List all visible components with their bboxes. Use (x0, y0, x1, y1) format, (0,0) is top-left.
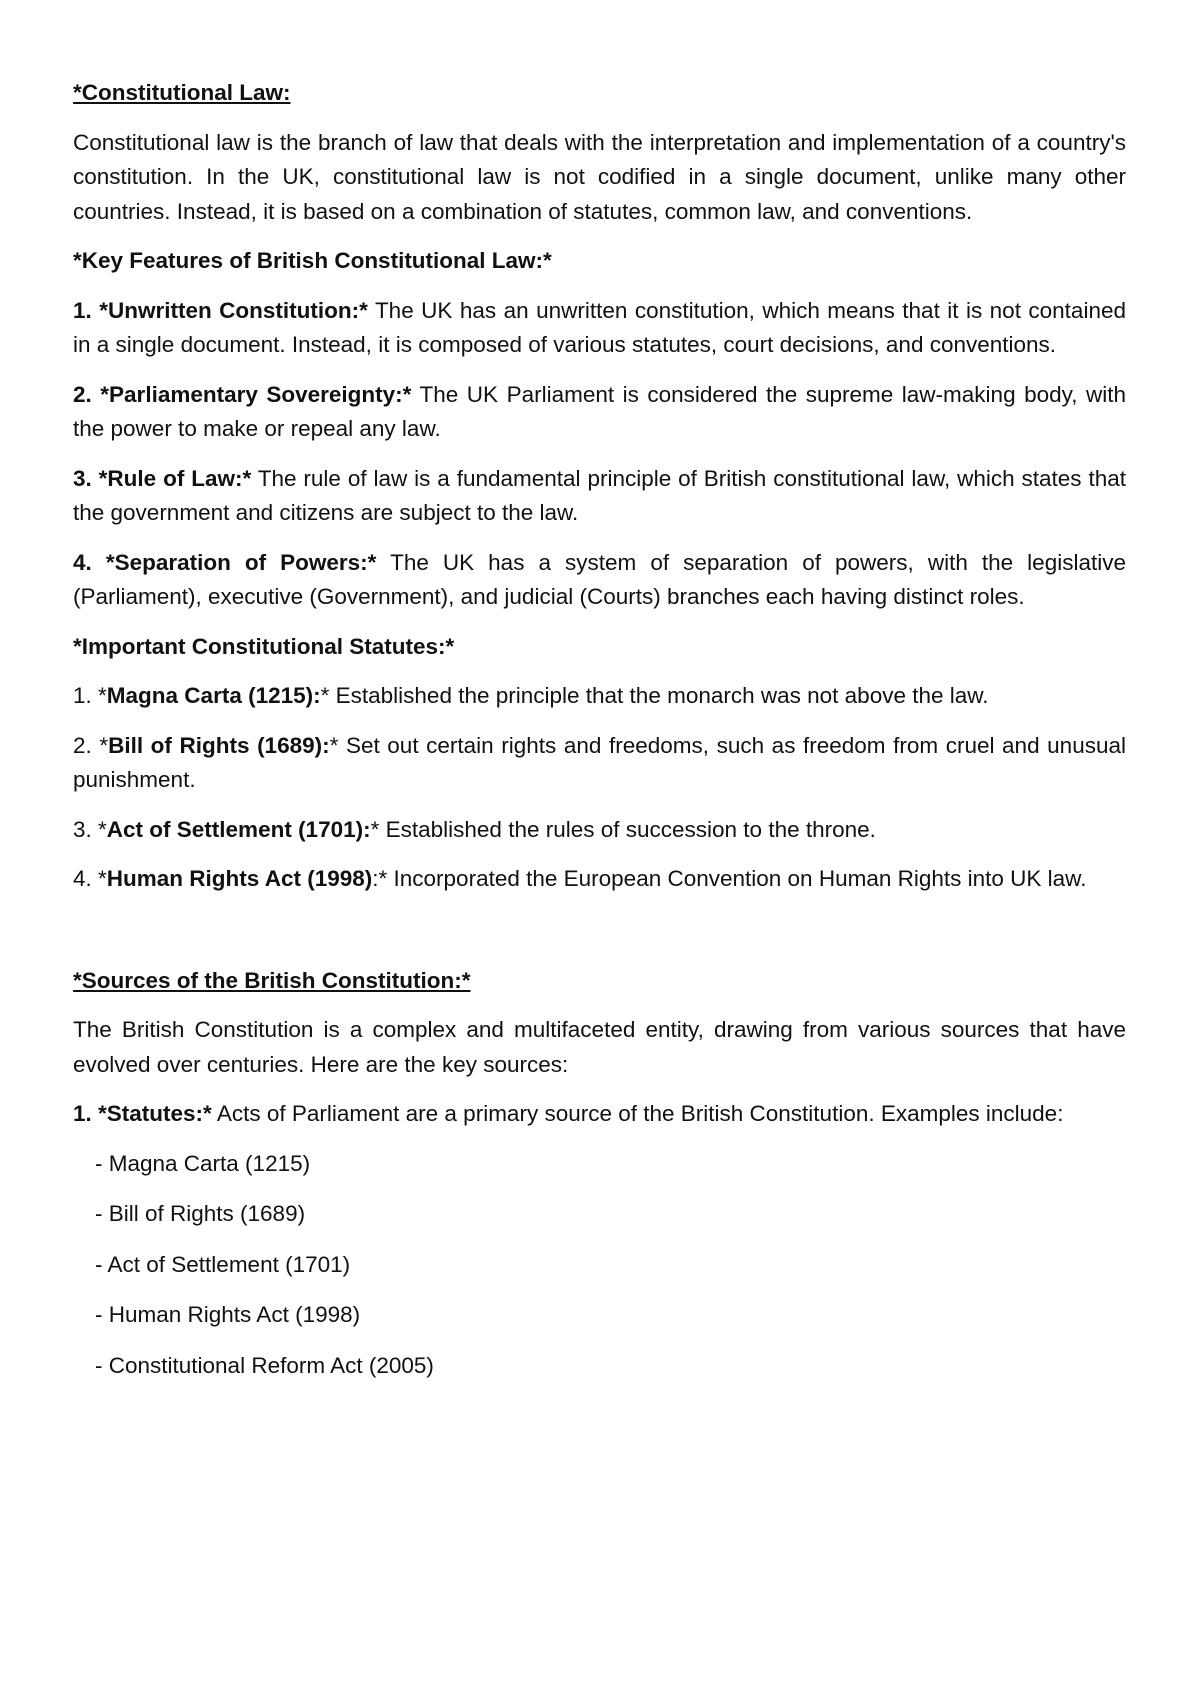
page-title: *Constitutional Law: (73, 80, 291, 105)
example-item: - Human Rights Act (1998) (95, 1302, 361, 1327)
sources-heading: *Sources of the British Constitution:* (73, 967, 471, 993)
statute-name: Human Rights Act (1998) (106, 866, 373, 891)
statute-item (73, 813, 1126, 848)
statute-item (73, 862, 1126, 897)
item-star: * (98, 816, 107, 842)
statute-item (73, 729, 1126, 798)
item-number: 1. (73, 1101, 92, 1126)
item-text: * Established the principle that the monarch was not above the law. (320, 683, 989, 708)
item-text: The UK Parliament is considered the supreme law-making body, with the power to make or repeal any law. (73, 381, 1126, 441)
item-number: 4. (73, 866, 92, 891)
statutes-heading: *Important Constitutional Statutes:* (73, 633, 455, 659)
example-item: - Magna Carta (1215) (95, 1150, 311, 1176)
item-number: 2. (73, 381, 92, 407)
sources-intro: The British Constitution is a complex and multifaceted entity, drawing from various sources that have evolved over centuries. Here are the key sources: (73, 1017, 1126, 1077)
item-text: Acts of Parliament are a primary source of the British Constitution. Examples include: (216, 1101, 1064, 1126)
intro-paragraph: Constitutional law is the branch of law that deals with the interpretation and implementation of a country's constitution. In the UK, constitutional law is not codified in a single document, unlike many other countries. Instead, it is based on a combination of statutes, common law, and conventions. (73, 129, 1126, 224)
key-feature-item (73, 462, 1126, 531)
item-text: :* Incorporated the European Convention on Human Rights into UK law. (372, 866, 1087, 891)
item-term: *Separation of Powers:* (105, 549, 377, 575)
item-star: * (99, 732, 109, 758)
item-number: 2. (73, 732, 92, 758)
source-item (73, 1097, 1126, 1132)
item-star: * (98, 866, 107, 891)
statute-name: Magna Carta (1215): (106, 683, 321, 708)
key-feature-item (73, 546, 1126, 615)
example-item: - Bill of Rights (1689) (95, 1201, 306, 1226)
item-term: *Rule of Law:* (98, 465, 252, 491)
statute-item (73, 679, 1126, 714)
item-number: 4. (73, 549, 92, 575)
item-star: * (98, 683, 107, 708)
example-item: - Act of Settlement (1701) (95, 1251, 351, 1277)
item-text: The UK has a system of separation of powers, with the legislative (Parliament), executive (Government), and judicial (Courts) branches each having distinct roles. (73, 549, 1126, 609)
item-number: 3. (73, 816, 92, 842)
key-feature-item (73, 294, 1126, 363)
item-term: *Parliamentary Sovereignty:* (100, 381, 412, 407)
example-item: - Constitutional Reform Act (2005) (95, 1352, 434, 1378)
item-number: 3. (73, 465, 92, 491)
item-number: 1. (73, 297, 92, 323)
key-features-heading: *Key Features of British Constitutional Law:* (73, 248, 552, 273)
key-feature-item (73, 378, 1126, 447)
section-gap (73, 912, 1126, 964)
item-text: * Set out certain rights and freedoms, such as freedom from cruel and unusual punishment. (73, 732, 1126, 792)
item-text: The rule of law is a fundamental principle of British constitutional law, which states that the government and citizens are subject to the law. (73, 465, 1126, 525)
statute-name: Bill of Rights (1689): (108, 732, 330, 758)
item-text: The UK has an unwritten constitution, which means that it is not contained in a single document. Instead, it is composed of various statutes, court decisions, and conventions. (73, 297, 1126, 357)
item-number: 1. (73, 683, 92, 708)
statute-name: Act of Settlement (1701): (106, 816, 371, 842)
item-term: *Statutes:* (98, 1101, 212, 1126)
item-text: * Established the rules of succession to the throne. (370, 816, 876, 842)
item-term: *Unwritten Constitution:* (99, 297, 368, 323)
